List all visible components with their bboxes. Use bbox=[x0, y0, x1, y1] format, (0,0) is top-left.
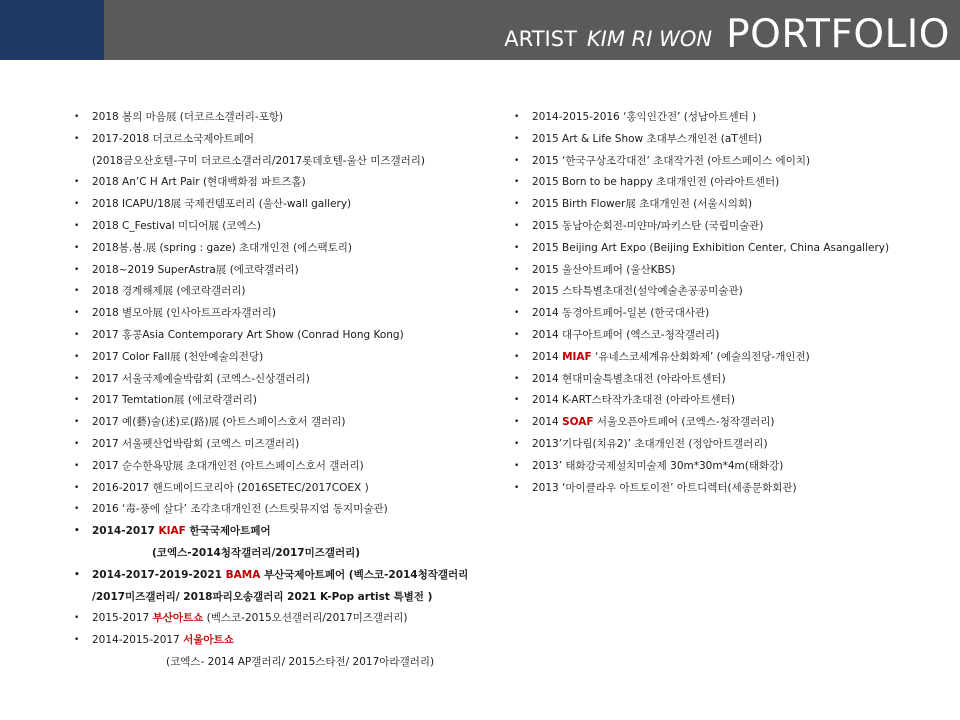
artist-name: KIM RI WON bbox=[586, 27, 713, 51]
list-item: • 2018 별모아展 (인사아트프라자갤러리) bbox=[74, 303, 514, 325]
list-item-kiaf: • 2014-2017 KIAF 한국국제아트페어 bbox=[74, 521, 514, 543]
artist-label: ARTIST bbox=[504, 27, 577, 51]
list-item-bama: • 2014-2017-2019-2021 BAMA 부산국제아트페어 (벡스코-2014청작갤러리 bbox=[74, 565, 514, 587]
list-item: • 2017 서울국제예술박람회 (코엑스-신상갤러리) bbox=[74, 369, 514, 391]
list-item: • 2015 ‘한국구상조각대전’ 초대작가전 (아트스페이스 에이치) bbox=[514, 151, 954, 173]
list-item: • 2015 동남아순회전-미얀마/파키스탄 (국립미술관) bbox=[514, 216, 954, 238]
list-item: • 2018 경계해제展 (에코락갤러리) bbox=[74, 281, 514, 303]
header-accent-block bbox=[0, 0, 104, 60]
list-item-continuation: (2018금오산호텔-구미 더코르소갤러리/2017롯데호텔-울산 미즈갤러리) bbox=[92, 154, 426, 167]
list-item: • 2016 ‘毒-풍에 살다’ 조각초대개인전 (스트릿뮤지엄 동지미술관) bbox=[74, 499, 514, 521]
list-item: • 2013 ‘마이클라우 아트토이전’ 아트디렉터(세종문화회관) bbox=[514, 478, 954, 500]
list-item: • 2015 울산아트페어 (울산KBS) bbox=[514, 260, 954, 282]
list-item: • 2018봄.봄.展 (spring : gaze) 초대개인전 (에스팩토리) bbox=[74, 238, 514, 260]
list-item: • 2017 서울펫산업박람회 (코엑스 미즈갤러리) bbox=[74, 434, 514, 456]
list-item: • 2014 동경아트페어-일본 (한국대사관) bbox=[514, 303, 954, 325]
list-item: • 2018 ICAPU/18展 국제컨템포러리 (울산-wall gallery) bbox=[74, 194, 514, 216]
list-item-busan-art-show: • 2015-2017 부산아트쇼 (벡스코-2015오션갤러리/2017미즈갤러리) bbox=[74, 608, 514, 630]
list-item: • 2015 Beijing Art Expo (Beijing Exhibition Center, China Asangallery) bbox=[514, 238, 954, 260]
list-item: • 2017 Temtation展 (에코락갤러리) bbox=[74, 390, 514, 412]
list-item-soaf: • 2014 SOAF 서울오픈아트페어 (코엑스-청작갤러리) bbox=[514, 412, 954, 434]
list-item: • 2016-2017 핸드메이드코리아 (2016SETEC/2017COEX ) bbox=[74, 478, 514, 500]
list-item: • 2013’기다림(치유2)’ 초대개인전 (정암아트갤러리) bbox=[514, 434, 954, 456]
list-item: • 2017 Color Fall展 (천안예술의전당) bbox=[74, 347, 514, 369]
list-item: • 2017 순수한욕망展 초대개인전 (아트스페이스호서 갤러리) bbox=[74, 456, 514, 478]
list-item: • 2014-2015-2016 ‘홍익인간전’ (성남아트센터 ) bbox=[514, 107, 954, 129]
list-item: • 2018 An’C H Art Pair (현대백화점 파트즈홀) bbox=[74, 172, 514, 194]
list-item: • 2017 예(藝)술(述)로(路)展 (아트스페이스호서 갤러리) bbox=[74, 412, 514, 434]
list-item: • 2017 홍콩Asia Contemporary Art Show (Conrad Hong Kong) bbox=[74, 325, 514, 347]
exhibition-list-left bbox=[74, 107, 514, 674]
list-item: • 2015 스타특별초대전(설악예술촌공공미술관) bbox=[514, 281, 954, 303]
list-item: • 2015 Birth Flower展 초대개인전 (서울시의회) bbox=[514, 194, 954, 216]
list-item-continuation: (코엑스- 2014 AP갤러리/ 2015스타전/ 2017아라갤러리) bbox=[166, 655, 435, 668]
portfolio-title: PORTFOLIO bbox=[726, 12, 950, 57]
exhibition-list-right bbox=[514, 107, 954, 499]
list-item: • 2018 봄의 마음展 (더코르소갤러리-포항) bbox=[74, 107, 514, 129]
list-item: • 2015 Born to be happy 초대개인전 (아라아트센터) bbox=[514, 172, 954, 194]
list-item-continuation: (코엑스-2014청작갤러리/2017미즈갤러리) bbox=[152, 546, 361, 559]
list-item-seoul-art-show: • 2014-2015-2017 서울아트쇼 bbox=[74, 630, 514, 652]
list-item-continuation: /2017미즈갤러리/ 2018파리오송갤러리 2021 K-Pop artist 특별전 ) bbox=[92, 590, 433, 603]
list-item: • 2015 Art & Life Show 초대부스개인전 (aT센터) bbox=[514, 129, 954, 151]
list-item: • 2014 K-ART스타작가초대전 (아라아트센터) bbox=[514, 390, 954, 412]
list-item-miaf: • 2014 MIAF ‘유네스코세계유산회화제’ (예술의전당-개인전) bbox=[514, 347, 954, 369]
list-item: • 2013’ 태화강국제설치미술제 30m*30m*4m(태화강) bbox=[514, 456, 954, 478]
list-item: • 2018~2019 SuperAstra展 (에코락갤러리) bbox=[74, 260, 514, 282]
list-item: • 2018 C_Festival 미디어展 (코엑스) bbox=[74, 216, 514, 238]
list-item: • 2014 대구아트페어 (엑스코-청작갤러리) bbox=[514, 325, 954, 347]
list-item: • 2017-2018 더코르소국제아트페어 bbox=[74, 129, 514, 151]
list-item: • 2014 현대미술특별초대전 (아라아트센터) bbox=[514, 369, 954, 391]
page-title bbox=[504, 0, 950, 60]
